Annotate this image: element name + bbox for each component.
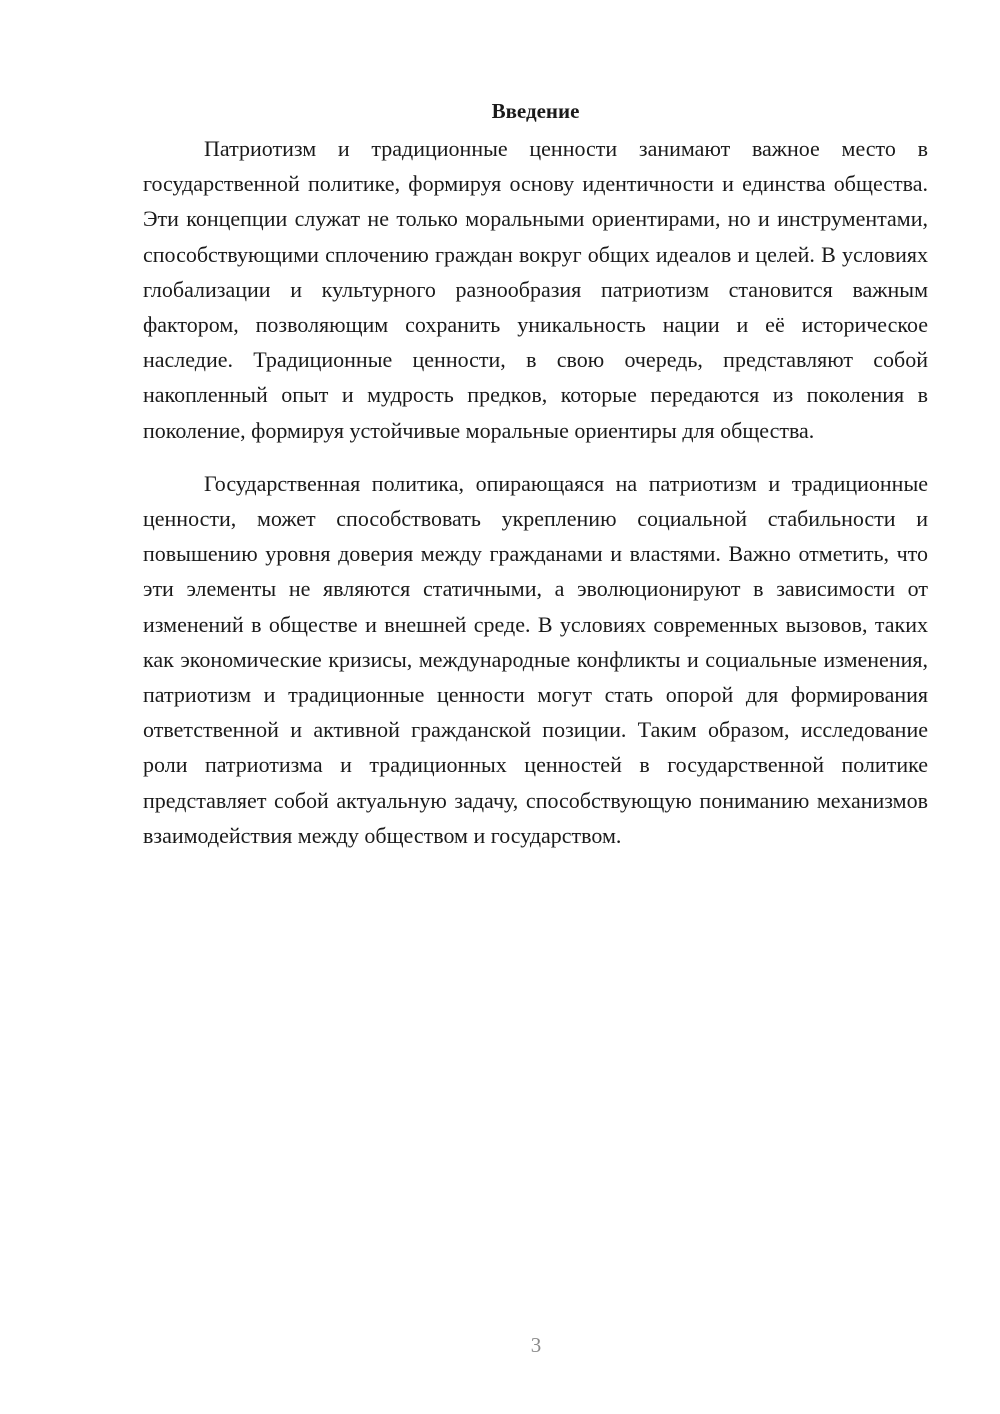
paragraph: Патриотизм и традиционные ценности занимают важное место в государственной политике, формируя основу идентичности и единства общества. Эти концепции служат не только моральными ориентирами, но и инструментами, способствующими сплочению граждан вокруг общих идеалов и целей. В условиях глобализации и культурного разнообразия патриотизм становится важным фактором, позволяющим сохранить уникальность нации и её историческое наследие. Традиционные ценности, в свою очередь, представляют собой накопленный опыт и мудрость предков, которые передаются из поколения в поколение, формируя устойчивые моральные ориентиры для общества. [143, 136, 928, 443]
section-title: Введение [491, 99, 580, 123]
paragraph: Государственная политика, опирающаяся на патриотизм и традиционные ценности, может способствовать укреплению социальной стабильности и повышению уровня доверия между гражданами и властями. Важно отметить, что эти элементы не являются статичными, а эволюционируют в зависимости от изменений в обществе и внешней среде. В условиях современных вызовов, таких как экономические кризисы, международные конфликты и социальные изменения, патриотизм и традиционные ценности могут стать опорой для формирования ответственной и активной гражданской позиции. Таким образом, исследование роли патриотизма и традиционных ценностей в государственной политике представляет собой актуальную задачу, способствующую пониманию механизмов взаимодействия между обществом и государством. [143, 470, 928, 848]
page-number: 3 [530, 1333, 542, 1357]
page-content [143, 95, 928, 853]
